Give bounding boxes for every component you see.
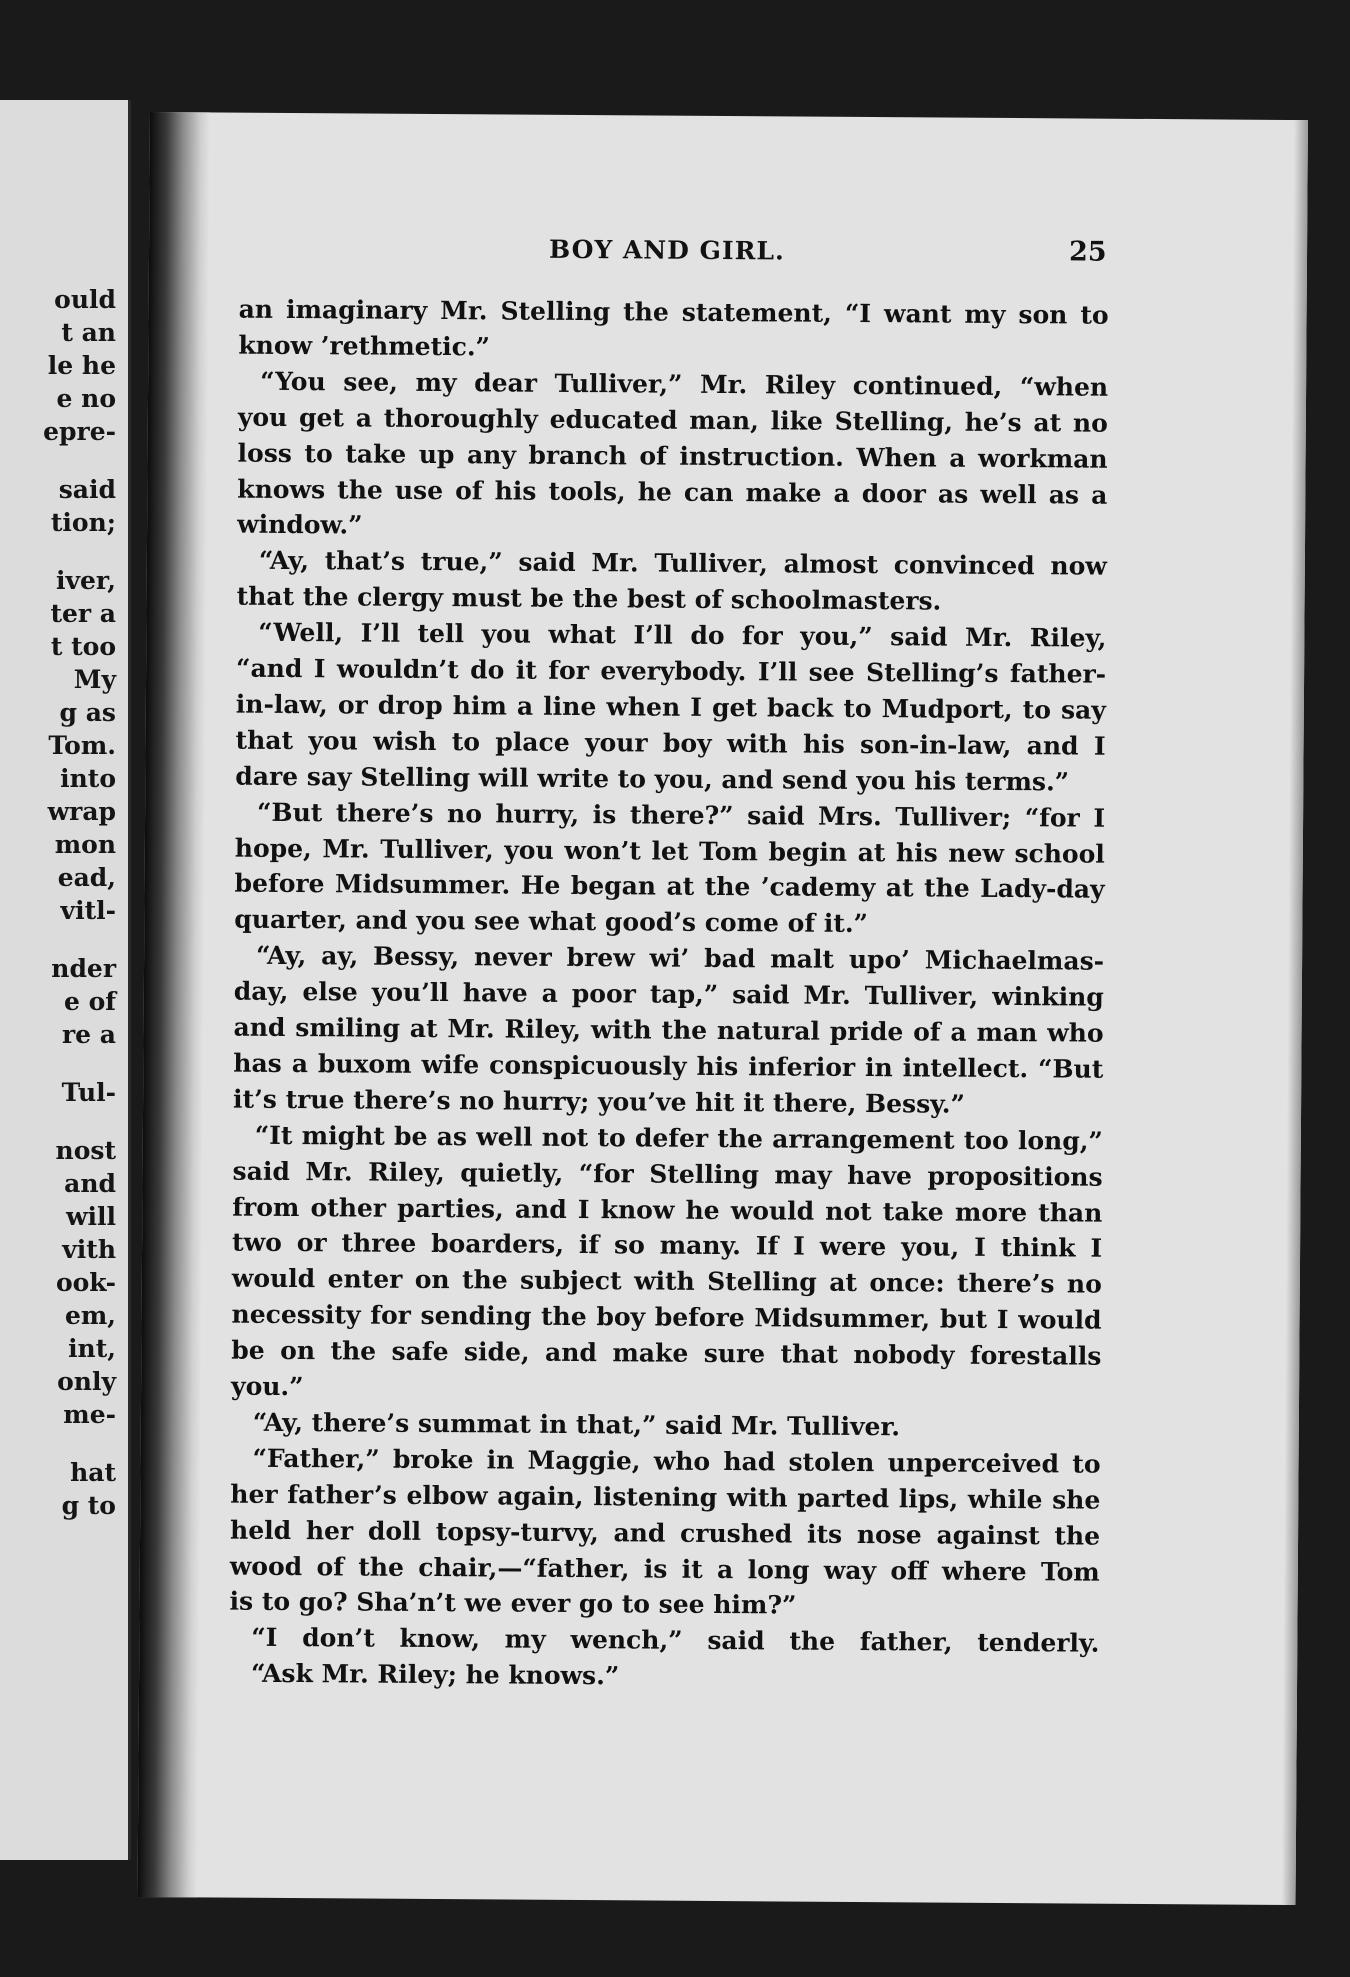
- text-line: “You see, my dear Tulliver,” Mr. Riley continued, “when: [260, 366, 1109, 402]
- left-page-line: g to: [61, 1491, 116, 1520]
- text-line: said Mr. Riley, quietly, “for Stelling may have propositions: [232, 1156, 1103, 1192]
- text-line: “and I wouldn’t do it for everybody. I’ll see Stelling’s father-: [236, 653, 1107, 689]
- text-line: window.”: [237, 509, 363, 540]
- text-line: “Ay, that’s true,” said Mr. Tulliver, almost convinced now: [258, 545, 1107, 581]
- left-page-line: le he: [47, 351, 116, 380]
- left-page-line: g as: [59, 698, 116, 727]
- left-page-line: int,: [68, 1334, 116, 1363]
- text-line: “But there’s no hurry, is there?” said Mrs. Tulliver; “for I: [257, 797, 1106, 833]
- text-line: an imaginary Mr. Stelling the statement, “I want my son to: [238, 294, 1109, 330]
- text-line: quarter, and you see what good’s come of it.”: [234, 904, 869, 939]
- text-line: it’s true there’s no hurry; you’ve hit it there, Bessy.”: [233, 1084, 966, 1119]
- text-line: “Ay, there’s summat in that,” said Mr. Tulliver.: [252, 1407, 901, 1442]
- left-page-line: wrap: [47, 797, 116, 826]
- text-line: that you wish to place your boy with his son-in-law, and I: [235, 725, 1106, 761]
- left-page-line: only: [57, 1367, 116, 1396]
- gutter-shadow: [138, 112, 210, 1897]
- text-line: “Ay, ay, Bessy, never brew wi’ bad malt upo’ Michaelmas-: [256, 940, 1105, 976]
- page-edge-shadow: [1282, 120, 1308, 1905]
- running-head: BOY AND GIRL.: [548, 234, 785, 266]
- text-line: be on the safe side, and make sure that nobody forestalls: [231, 1335, 1102, 1371]
- left-page-line: t too: [50, 632, 116, 661]
- text-line: held her doll topsy-turvy, and crushed its nose against the: [230, 1515, 1101, 1551]
- text-line: in-law, or drop him a line when I get back to Mudport, to say: [235, 689, 1106, 725]
- left-page-line: My: [73, 665, 116, 694]
- left-page-line: mon: [54, 830, 116, 859]
- text-line: “Father,” broke in Maggie, who had stolen unperceived to: [252, 1443, 1101, 1479]
- text-line: her father’s elbow again, listening with parted lips, while she: [230, 1479, 1101, 1515]
- text-line: necessity for sending the boy before Midsummer, but I would: [231, 1299, 1102, 1335]
- text-line: has a buxom wife conspicuously his inferior in intellect. “But: [233, 1048, 1104, 1084]
- body-text: [149, 292, 1307, 1691]
- text-line: that the clergy must be the best of schoolmasters.: [236, 581, 942, 616]
- left-page-line: tion;: [50, 508, 116, 537]
- left-page-line: into: [60, 764, 116, 793]
- text-line: hope, Mr. Tulliver, you won’t let Tom begin at his new school: [234, 833, 1105, 869]
- left-page-line: e of: [63, 987, 116, 1016]
- text-line: and smiling at Mr. Riley, with the natural pride of a man who: [233, 1012, 1104, 1048]
- text-line: would enter on the subject with Stelling at once: there’s no: [231, 1263, 1102, 1299]
- text-line: knows the use of his tools, he can make a door as well as a: [237, 474, 1108, 510]
- left-page-line: hat: [70, 1458, 116, 1487]
- text-line: before Midsummer. He began at the ’cademy at the Lady-day: [234, 868, 1105, 904]
- left-page-line: vith: [62, 1235, 116, 1264]
- left-page-line: iver,: [56, 566, 116, 595]
- text-line: know ’rethmetic.”: [238, 330, 491, 362]
- left-page-line: vitl-: [60, 896, 116, 925]
- text-line: loss to take up any branch of instruction. When a workman: [237, 438, 1108, 474]
- text-line: you get a thoroughly educated man, like Stelling, he’s at no: [237, 402, 1108, 438]
- text-line: “Well, I’ll tell you what I’ll do for you,” said Mr. Riley,: [258, 617, 1107, 653]
- text-line: day, else you’ll have a poor tap,” said Mr. Tulliver, winking: [233, 976, 1104, 1012]
- left-page-line: said: [58, 475, 116, 504]
- left-page-line: ead,: [57, 863, 116, 892]
- text-line: “I don’t know, my wench,” said the father, tenderly.: [251, 1622, 1100, 1658]
- left-page-line: ter a: [50, 599, 116, 628]
- left-page-line: nost: [55, 1136, 116, 1165]
- left-page-fragment: [0, 100, 131, 1860]
- page-number: 25: [1068, 236, 1107, 268]
- left-page-line: and: [64, 1169, 116, 1198]
- left-page-line: re a: [62, 1020, 116, 1049]
- left-page-line: epre-: [43, 417, 116, 446]
- text-line: “Ask Mr. Riley; he knows.”: [251, 1658, 620, 1691]
- text-line: two or three boarders, if so many. If I were you, I think I: [232, 1227, 1103, 1263]
- left-page-line: ook-: [55, 1268, 116, 1297]
- left-page-line: em,: [64, 1301, 116, 1330]
- left-page-line: ould: [54, 285, 116, 314]
- left-page-line: t an: [61, 318, 116, 347]
- text-line: from other parties, and I know he would not take more than: [232, 1192, 1103, 1228]
- left-page-line: Tom.: [48, 731, 116, 760]
- book-page: [138, 112, 1308, 1905]
- left-page-line: nder: [51, 954, 116, 983]
- left-page-line: Tul-: [61, 1078, 116, 1107]
- text-line: wood of the chair,—“father, is it a long way off where Tom: [229, 1551, 1100, 1587]
- text-line: you.”: [231, 1371, 304, 1402]
- left-page-line: me-: [63, 1400, 116, 1429]
- left-page-line: will: [65, 1202, 116, 1231]
- text-line: “It might be as well not to defer the arrangement too long,”: [254, 1120, 1103, 1156]
- text-line: dare say Stelling will write to you, and send you his terms.”: [235, 761, 1070, 797]
- left-page-line: e no: [56, 384, 116, 413]
- text-line: is to go? Sha’n’t we ever go to see him?”: [229, 1586, 797, 1620]
